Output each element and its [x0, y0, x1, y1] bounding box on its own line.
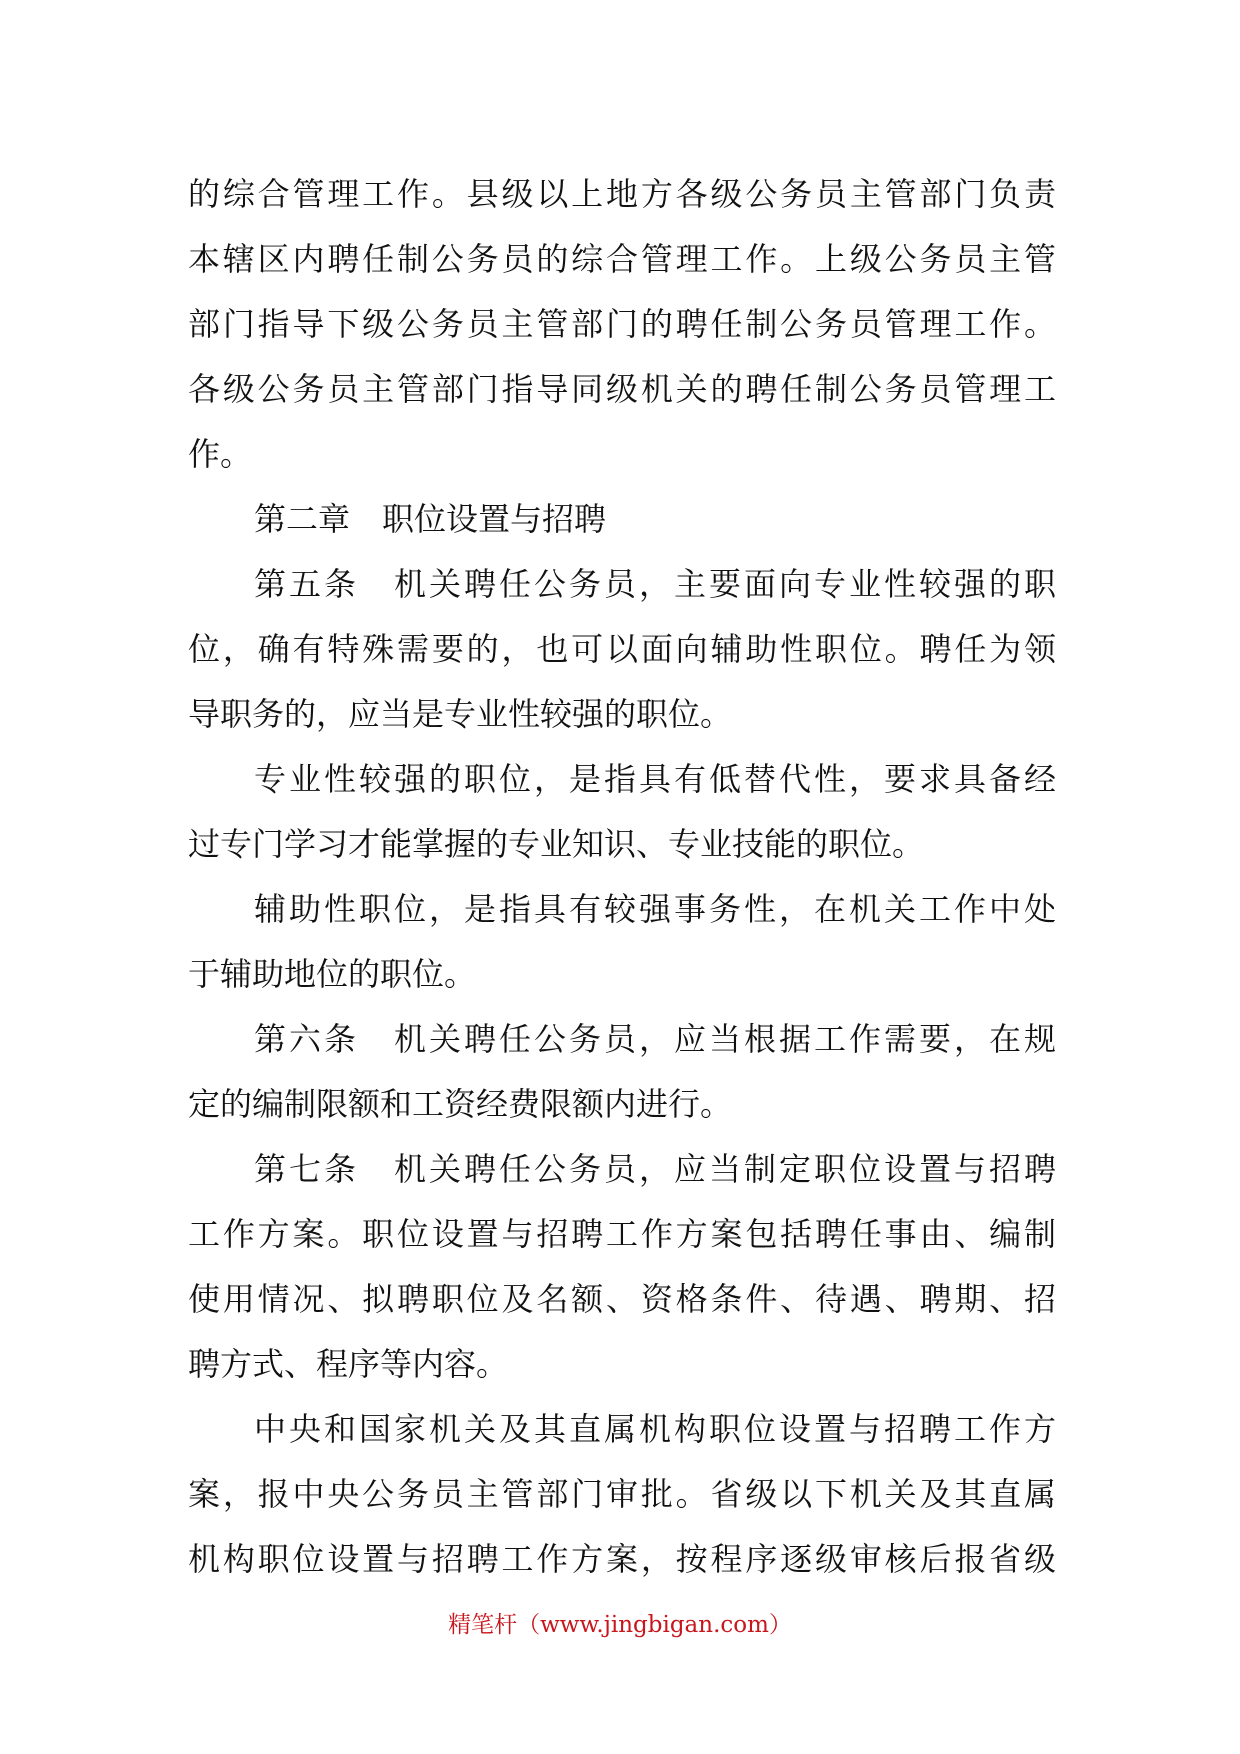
paragraph-start: 辅助性职位，是指具有较强事务性，在机关工作中处 [254, 890, 1056, 928]
text-line: 部门指导下级公务员主管部门的聘任制公务员管理工作。 [188, 305, 1056, 343]
text-line: 导职务的，应当是专业性较强的职位。 [188, 695, 733, 733]
text-line: 工作方案。职位设置与招聘工作方案包括聘任事由、编制 [188, 1215, 1056, 1253]
text-line: 的综合管理工作。县级以上地方各级公务员主管部门负责 [188, 175, 1056, 213]
document-body [188, 162, 1056, 1592]
text-line: 于辅助地位的职位。 [188, 955, 477, 993]
paragraph-start: 中央和国家机关及其直属机构职位设置与招聘工作方 [254, 1410, 1056, 1448]
text-line: 过专门学习才能掌握的专业知识、专业技能的职位。 [188, 825, 925, 863]
article-6-start: 第六条 机关聘任公务员，应当根据工作需要，在规 [254, 1020, 1056, 1058]
article-7-start: 第七条 机关聘任公务员，应当制定职位设置与招聘 [254, 1150, 1056, 1188]
text-line: 作。 [188, 435, 253, 473]
article-5-start: 第五条 机关聘任公务员，主要面向专业性较强的职 [254, 565, 1056, 603]
text-line: 定的编制限额和工资经费限额内进行。 [188, 1085, 733, 1123]
text-line: 机构职位设置与招聘工作方案，按程序逐级审核后报省级 [188, 1540, 1056, 1578]
text-line: 案，报中央公务员主管部门审批。省级以下机关及其直属 [188, 1475, 1056, 1513]
text-line: 位，确有特殊需要的，也可以面向辅助性职位。聘任为领 [188, 630, 1056, 668]
chapter-heading: 第二章 职位设置与招聘 [254, 500, 607, 538]
footer-watermark: 精笔杆（www.jingbigan.com） [448, 1612, 792, 1638]
text-line: 使用情况、拟聘职位及名额、资格条件、待遇、聘期、招 [188, 1280, 1056, 1318]
text-line: 各级公务员主管部门指导同级机关的聘任制公务员管理工 [188, 370, 1056, 408]
text-line: 聘方式、程序等内容。 [188, 1345, 509, 1383]
paragraph-start: 专业性较强的职位，是指具有低替代性，要求具备经 [254, 760, 1056, 798]
text-line: 本辖区内聘任制公务员的综合管理工作。上级公务员主管 [188, 240, 1056, 278]
